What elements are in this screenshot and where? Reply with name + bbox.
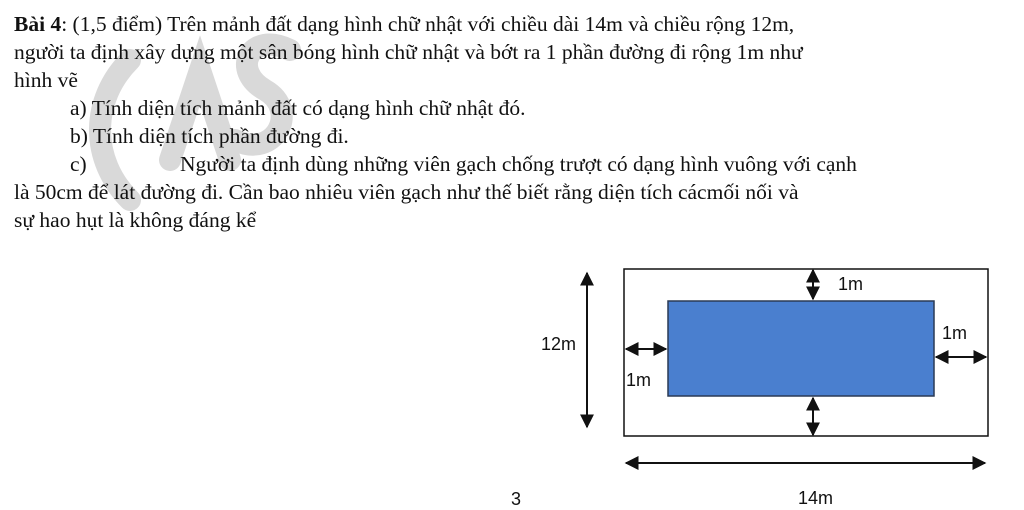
problem-points: : (1,5 điểm) Trên mảnh đất dạng hình chữ nhật với chiều dài 14m và chiều rộng 12m, [61,12,795,36]
right-path-label: 1m [942,323,968,343]
item-c-label: c) [70,152,87,176]
item-c-text-1: Người ta định dùng những viên gạch chống trượt có dạng hình vuông với cạnh [180,152,857,176]
problem-line-3: hình vẽ [14,68,78,92]
problem-line-2: người ta định xây dựng một sân bóng hình chữ nhật và bớt ra 1 phần đường đi rộng 1m như [14,40,803,64]
left-path-label: 1m [626,370,652,390]
width-label: 14m [798,488,834,508]
item-c-line-3: sự hao hụt là không đáng kể [14,208,257,232]
item-a: a) Tính diện tích mảnh đất có dạng hình chữ nhật đó. [70,96,526,120]
top-path-label: 1m [838,274,864,294]
item-b: b) Tính diện tích phần đường đi. [70,124,349,148]
field-rectangle [668,301,934,396]
page-number: 3 [511,489,522,509]
item-c-line-2: là 50cm để lát đường đi. Cần bao nhiêu viên gạch như thế biết rằng diện tích cácmối nối và [14,180,799,204]
height-label: 12m [541,334,577,354]
problem-title: Bài 4 [14,12,62,36]
